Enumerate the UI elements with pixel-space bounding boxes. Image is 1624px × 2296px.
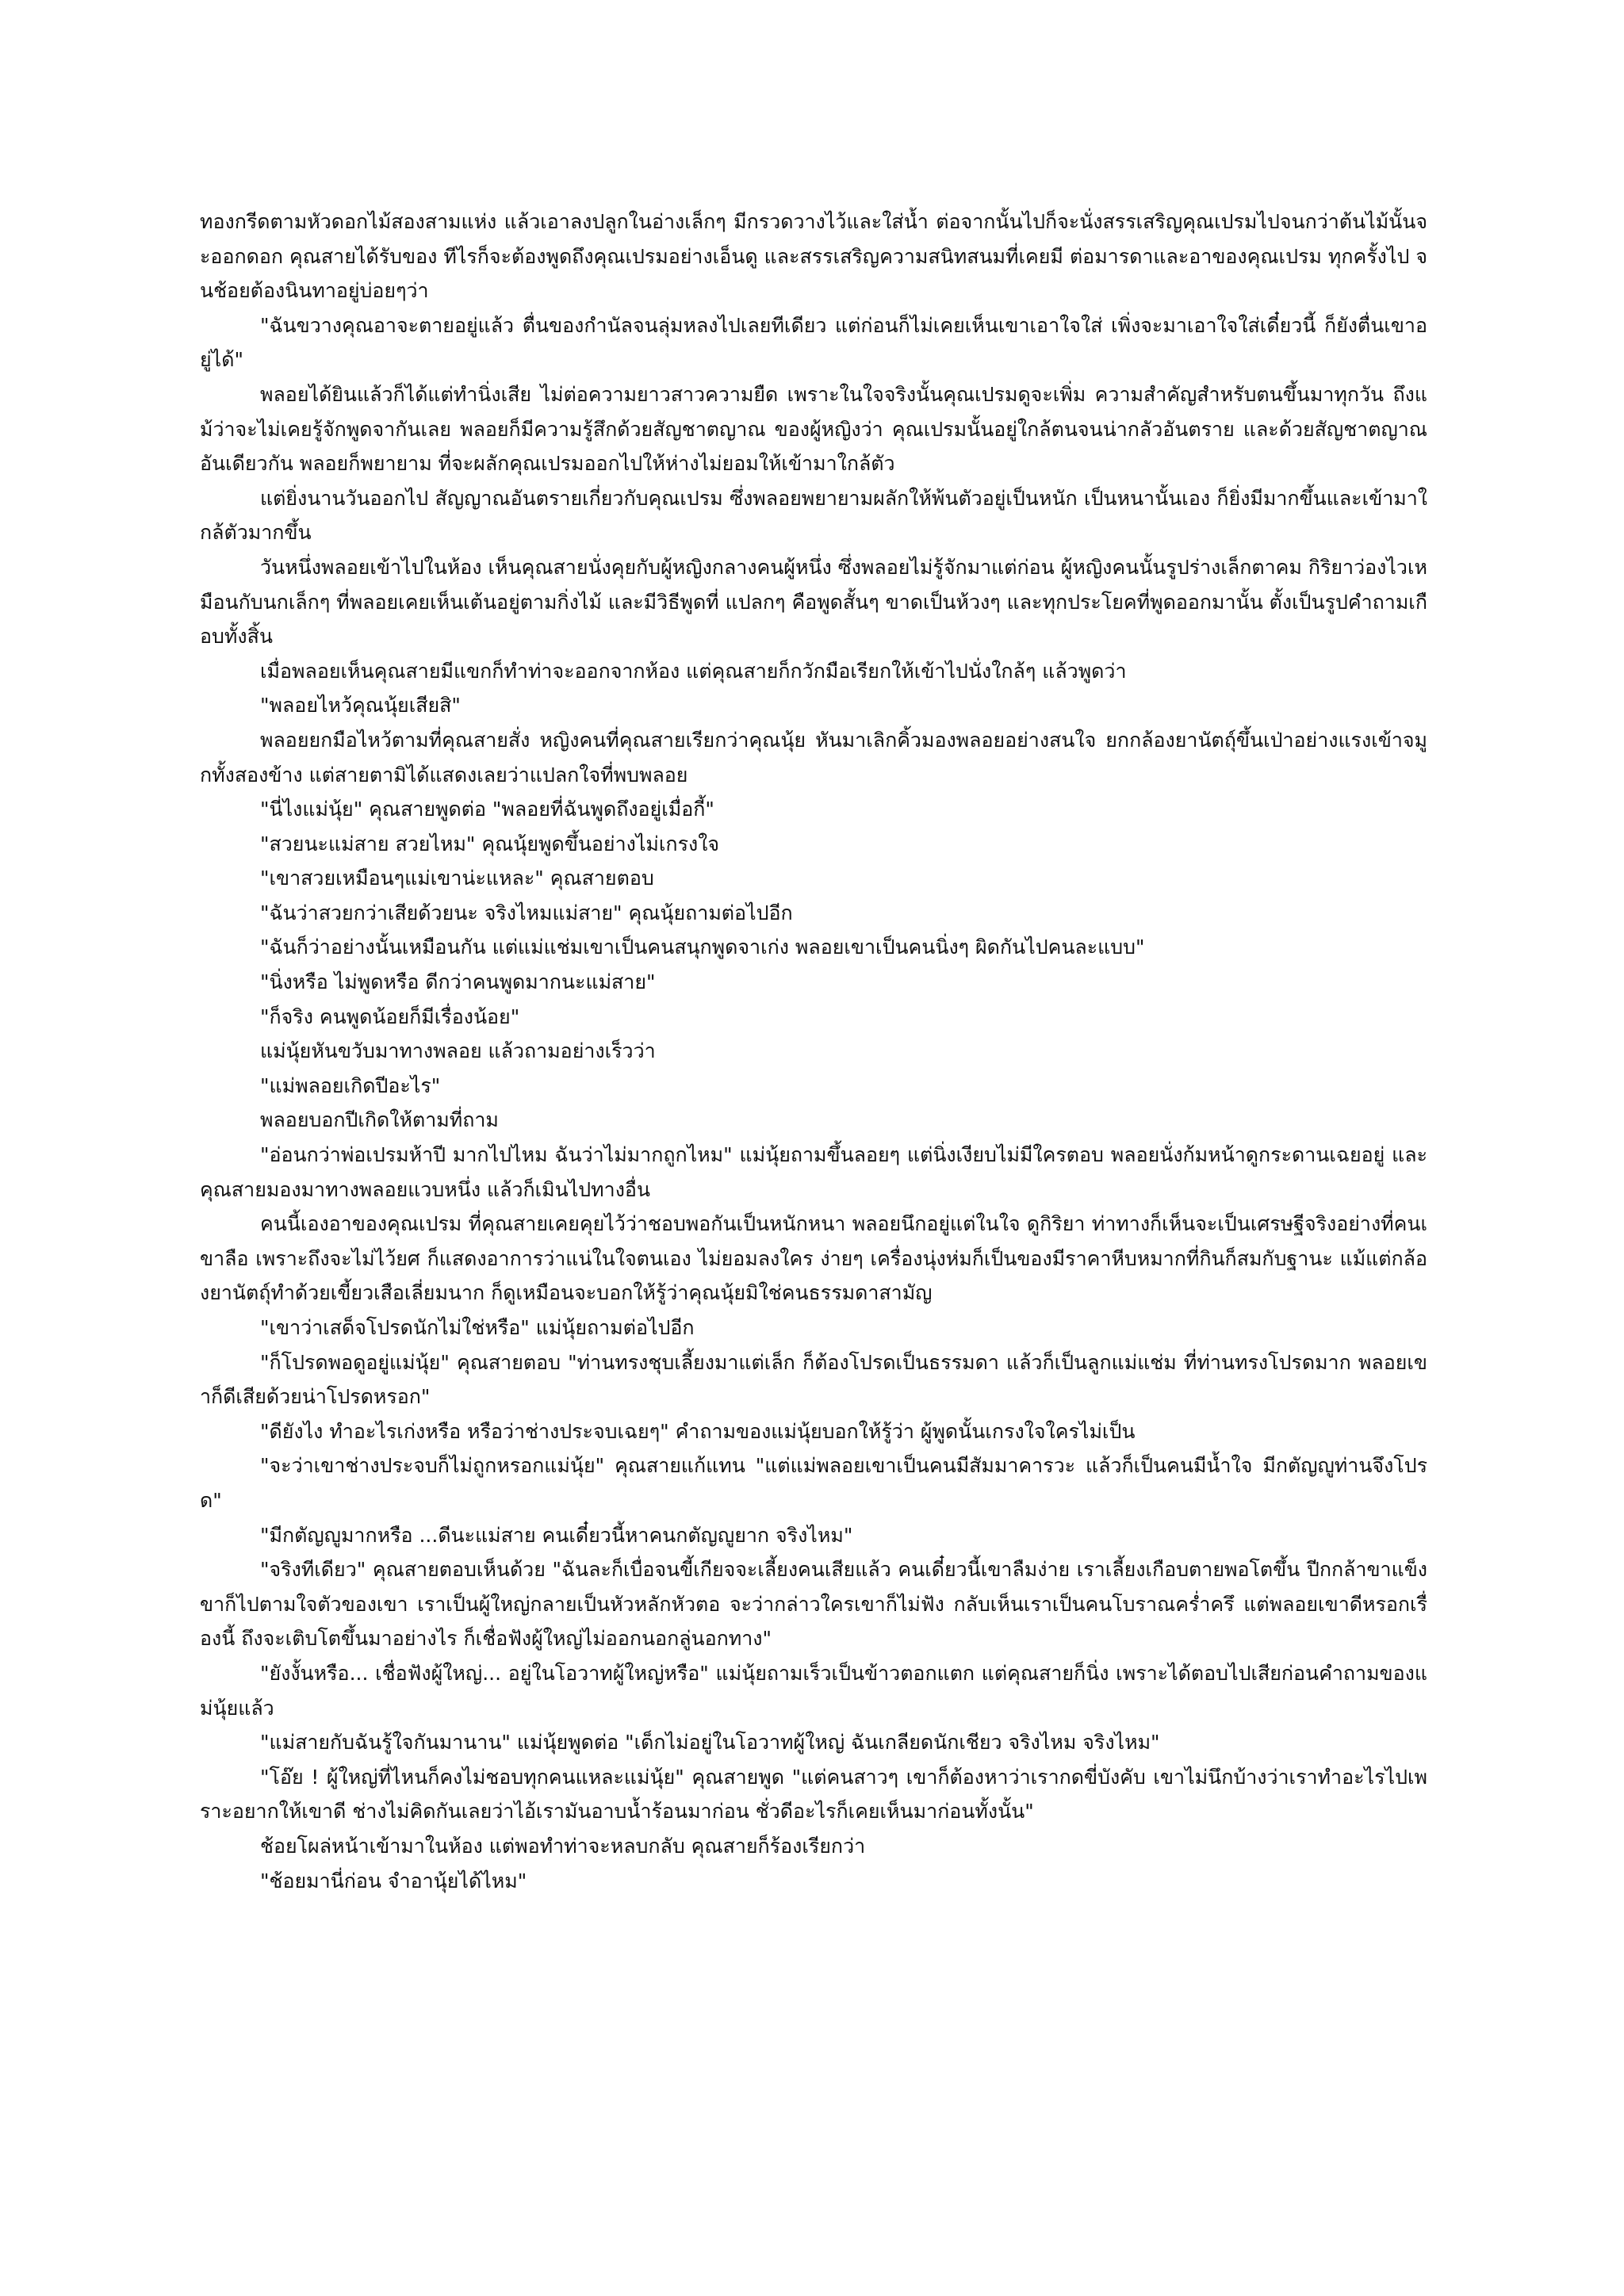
paragraph: "มีกตัญญูมากหรือ ...ดีนะแม่สาย คนเดี๋ยวนี้หาคนกตัญญูยาก จริงไหม" (260, 1523, 853, 1547)
paragraph: "ฉันขวางคุณอาจะตายอยู่แล้ว ตื่นของกำนัลจนลุ่มหลงไปเลยทีเดียว แต่ก่อนก็ไม่เคยเห็นเขาเอาใจใส่ เพิ่งจะมาเอาใจใส่เดี๋ยวนี้ ก็ยังตื่นเขาอยู่ได้" (200, 313, 1427, 372)
paragraph: พลอยยกมือไหว้ตามที่คุณสายสั่ง หญิงคนที่คุณสายเรียกว่าคุณนุ้ย หันมาเลิกคิ้วมองพลอยอย่างสนใจ ยกกล้องยานัตถุ์ขึ้นเป่าอย่างแรงเข้าจมูกทั้งสองข้าง แต่สายตามิได้แสดงเลยว่าแปลกใจที่พบพลอย (200, 728, 1427, 786)
paragraph: "อ่อนกว่าพ่อเปรมห้าปี มากไปไหม ฉันว่าไม่มากถูกไหม" แม่นุ้ยถามขึ้นลอยๆ แต่นิ่งเงียบไม่มีใครตอบ พลอยนั่งก้มหน้าดูกระดานเฉยอยู่ และคุณสายมองมาทางพลอยแวบหนึ่ง แล้วก็เมินไปทางอื่น (200, 1143, 1427, 1201)
paragraph: "ก็จริง คนพูดน้อยก็มีเรื่องน้อย" (260, 1004, 520, 1028)
paragraph: "ช้อยมานี่ก่อน จำอานุ้ยได้ไหม" (260, 1869, 527, 1892)
paragraph: "ดียังไง ทำอะไรเก่งหรือ หรือว่าช่างประจบเฉยๆ" คำถามของแม่นุ้ยบอกให้รู้ว่า ผู้พูดนั้นเกรงใจใครไม่เป็น (260, 1419, 1136, 1443)
paragraph: ช้อยโผล่หน้าเข้ามาในห้อง แต่พอทำท่าจะหลบกลับ คุณสายก็ร้องเรียกว่า (260, 1834, 866, 1858)
paragraph: "เขาว่าเสด็จโปรดนักไม่ใช่หรือ" แม่นุ้ยถามต่อไปอีก (260, 1316, 695, 1339)
paragraph: "นี่ไงแม่นุ้ย" คุณสายพูดต่อ "พลอยที่ฉันพูดถึงอยู่เมื่อกี้" (260, 798, 714, 821)
paragraph: วันหนึ่งพลอยเข้าไปในห้อง เห็นคุณสายนั่งคุยกับผู้หญิงกลางคนผู้หนึ่ง ซึ่งพลอยไม่รู้จักมาแต่ก่อน ผู้หญิงคนนั้นรูปร่างเล็กตาคม กิริยาว่องไวเหมือนกับนกเล็กๆ ที่พลอยเคยเห็นเต้นอยู่ตามกิ่งไม้ และมีวิธีพูดที่ แปลกๆ คือพูดสั้นๆ ขาดเป็นห้วงๆ และทุกประโยคที่พูดออกมานั้น ตั้งเป็นรูปคำถามเกือบทั้งสิ้น (200, 555, 1427, 649)
paragraph: "แม่สายกับฉันรู้ใจกันมานาน" แม่นุ้ยพูดต่อ "เด็กไม่อยู่ในโอวาทผู้ใหญ่ ฉันเกลียดนักเชียว จริงไหม จริงไหม" (260, 1731, 1160, 1755)
paragraph: "แม่พลอยเกิดปีอะไร" (260, 1073, 441, 1097)
paragraph: พลอยได้ยินแล้วก็ได้แต่ทำนิ่งเสีย ไม่ต่อความยาวสาวความยืด เพราะในใจจริงนั้นคุณเปรมดูจะเพิ่ม ความสำคัญสำหรับตนขึ้นมาทุกวัน ถึงแม้ว่าจะไม่เคยรู้จักพูดจากันเลย พลอยก็มีความรู้สึกด้วยสัญชาตญาณ ของผู้หญิงว่า คุณเปรมนั้นอยู่ใกล้ตนจนน่ากลัวอันตราย และด้วยสัญชาตญาณอันเดียวกัน พลอยก็พยายาม ที่จะผลักคุณเปรมออกไปให้ห่างไม่ยอมให้เข้ามาใกล้ตัว (200, 382, 1427, 476)
paragraph: "โอ๊ย ! ผู้ใหญ่ที่ไหนก็คงไม่ชอบทุกคนแหละแม่นุ้ย" คุณสายพูด "แต่คนสาวๆ เขาก็ต้องหาว่าเรากดขี่บังคับ เขาไม่นึกบ้างว่าเราทำอะไรไปเพราะอยากให้เขาดี ช่างไม่คิดกันเลยว่าไอ้เรามันอาบน้ำร้อนมาก่อน ชั่วดีอะไรก็เคยเห็นมาก่อนทั้งนั้น" (200, 1765, 1427, 1823)
document-page (200, 205, 1427, 1898)
paragraph: "ฉันก็ว่าอย่างนั้นเหมือนกัน แต่แม่แช่มเขาเป็นคนสนุกพูดจาเก่ง พลอยเขาเป็นคนนิ่งๆ ผิดกันไปคนละแบบ" (260, 936, 1145, 959)
paragraph: "จะว่าเขาช่างประจบก็ไม่ถูกหรอกแม่นุ้ย" คุณสายแก้แทน "แต่แม่พลอยเขาเป็นคนมีสัมมาคารวะ แล้วก็เป็นคนมีน้ำใจ มีกตัญญูท่านจึงโปรด" (200, 1454, 1427, 1512)
paragraph: "พลอยไหว้คุณนุ้ยเสียสิ" (260, 694, 461, 718)
paragraph: ทองกรีดตามหัวดอกไม้สองสามแห่ง แล้วเอาลงปลูกในอ่างเล็กๆ มีกรวดวางไว้และใส่น้ำ ต่อจากนั้นไปก็จะนั่งสรรเสริญคุณเปรมไปจนกว่าต้นไม้นั้นจะออกดอก คุณสายได้รับของ ทีไรก็จะต้องพูดถึงคุณเปรมอย่างเอ็นดู และสรรเสริญความสนิทสนมที่เคยมี ต่อมารดาและอาของคุณเปรม ทุกครั้งไป จนช้อยต้องนินทาอยู่บ่อยๆว่า (200, 210, 1427, 303)
paragraph: "ฉันว่าสวยกว่าเสียด้วยนะ จริงไหมแม่สาย" คุณนุ้ยถามต่อไปอีก (260, 901, 793, 924)
paragraph: แต่ยิ่งนานวันออกไป สัญญาณอันตรายเกี่ยวกับคุณเปรม ซึ่งพลอยพยายามผลักให้พ้นตัวอยู่เป็นหนัก เป็นหนานั้นเอง ก็ยิ่งมีมากขึ้นและเข้ามาใกล้ตัวมากขึ้น (200, 486, 1427, 545)
paragraph: "จริงทีเดียว" คุณสายตอบเห็นด้วย "ฉันละก็เบื่อจนขี้เกียจจะเลี้ยงคนเสียแล้ว คนเดี๋ยวนี้เขาลืมง่าย เราเลี้ยงเกือบตายพอโตขึ้น ปีกกล้าขาแข็งขาก็ไปตามใจตัวของเขา เราเป็นผู้ใหญ่กลายเป็นหัวหลักหัวตอ จะว่ากล่าวใครเขาก็ไม่ฟัง กลับเห็นเราเป็นคนโบราณคร่ำครึ แต่พลอยเขาดีหรอกเรื่องนี้ ถึงจะเติบโตขึ้นมาอย่างไร ก็เชื่อฟังผู้ใหญ่ไม่ออกนอกลู่นอกทาง" (200, 1558, 1427, 1651)
paragraph: คนนี้เองอาของคุณเปรม ที่คุณสายเคยคุยไว้ว่าชอบพอกันเป็นหนักหนา พลอยนึกอยู่แต่ในใจ ดูกิริยา ท่าทางก็เห็นจะเป็นเศรษฐีจริงอย่างที่คนเขาลือ เพราะถึงจะไม่ไว้ยศ ก็แสดงอาการว่าแน่ในใจตนเอง ไม่ยอมลงใคร ง่ายๆ เครื่องนุ่งห่มก็เป็นของมีราคาหีบหมากที่กินก็สมกับฐานะ แม้แต่กล้องยานัตถุ์ทำด้วยเขี้ยวเสือเลี่ยมนาก ก็ดูเหมือนจะบอกให้รู้ว่าคุณนุ้ยมิใช่คนธรรมดาสามัญ (200, 1212, 1427, 1305)
paragraph: "เขาสวยเหมือนๆแม่เขาน่ะแหละ" คุณสายตอบ (260, 867, 654, 890)
paragraph: แม่นุ้ยหันขวับมาทางพลอย แล้วถามอย่างเร็วว่า (260, 1039, 656, 1063)
paragraph: พลอยบอกปีเกิดให้ตามที่ถาม (260, 1108, 499, 1132)
paragraph: "ก็โปรดพอดูอยู่แม่นุ้ย" คุณสายตอบ "ท่านทรงชุบเลี้ยงมาแต่เล็ก ก็ต้องโปรดเป็นธรรมดา แล้วก็เป็นลูกแม่แช่ม ที่ท่านทรงโปรดมาก พลอยเขาก็ดีเสียด้วยน่าโปรดหรอก" (200, 1350, 1427, 1409)
document-body (200, 205, 1427, 1898)
paragraph: เมื่อพลอยเห็นคุณสายมีแขกก็ทำท่าจะออกจากห้อง แต่คุณสายก็กวักมือเรียกให้เข้าไปนั่งใกล้ๆ แล้วพูดว่า (260, 659, 1127, 683)
paragraph: "นิ่งหรือ ไม่พูดหรือ ดีกว่าคนพูดมากนะแม่สาย" (260, 970, 656, 994)
paragraph: "ยังงั้นหรือ... เชื่อฟังผู้ใหญ่... อยู่ในโอวาทผู้ใหญ่หรือ" แม่นุ้ยถามเร็วเป็นข้าวตอกแตก แต่คุณสายก็นิ่ง เพราะได้ตอบไปเสียก่อนคำถามของแม่นุ้ยแล้ว (200, 1661, 1427, 1720)
paragraph: "สวยนะแม่สาย สวยไหม" คุณนุ้ยพูดขึ้นอย่างไม่เกรงใจ (260, 832, 720, 855)
